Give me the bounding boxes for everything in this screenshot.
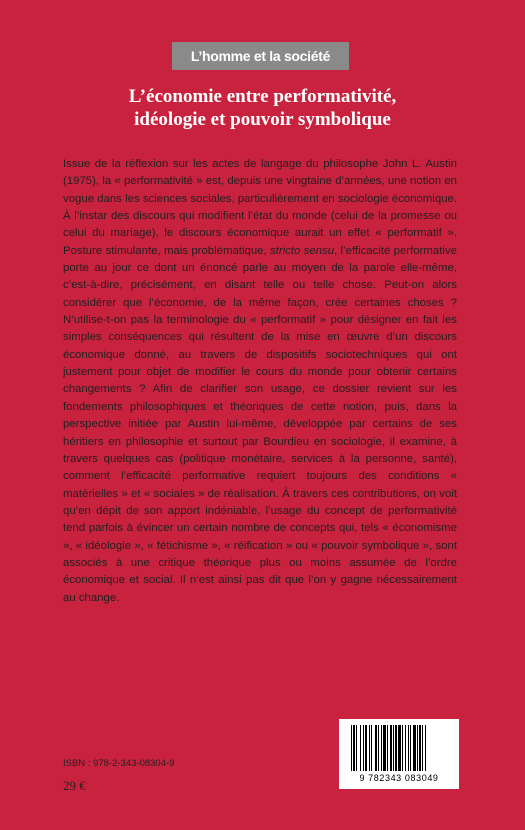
price: 29 € — [63, 778, 86, 793]
barcode-bar — [419, 725, 421, 771]
barcode-bar — [378, 725, 379, 771]
barcode-number: 9 782343 083049 — [359, 773, 439, 783]
barcode-bar — [408, 725, 409, 771]
summary-italic-phrase: stricto sensu — [269, 244, 335, 257]
barcode-bars — [349, 725, 449, 773]
title-line-2: idéologie et pouvoir symbolique — [134, 109, 391, 130]
isbn: ISBN : 978-2-343-08304-9 — [63, 758, 175, 769]
barcode-bar — [356, 725, 357, 771]
barcode-bar — [398, 725, 401, 771]
barcode-bar — [410, 725, 411, 771]
summary-text-part-1: Issue de la réflexion sur les actes de langage du philosophe John L. Austin (1975), la « performativité » est, depuis une vingtaine d’années, une notion en vogue dans les sciences sociales, particulièrement en sociologie économique. À l’instar des discours qui modifient l’état du monde (celui de la promesse ou celui du mariage), le discours économique aurait un effet « performatif ». Posture stimulante, mais problématique, — [63, 158, 457, 257]
barcode-bar — [395, 725, 397, 771]
series-label: L’homme et la société — [172, 42, 349, 70]
book-title — [0, 85, 525, 131]
barcode-bar — [360, 725, 361, 771]
barcode — [339, 719, 459, 789]
summary-text-part-2: , l’efficacité performative porte au jour ce dont un énoncé parle au moyen de la parole elle-même, c’est-à-dire, précisément, en disant telle ou telle chose. Peut-on alors considérer que l’économie, de la même façon, crée certaines choses ? N’utilise-t-on pas la terminologie du « performatif » pour désigner en fait les simples conséquences qui résultent de la mise en œuvre d’un discours économique donné, au travers de dispositifs sociotechniques qui ont justement pour objet de modifier le cours du monde pour obtenir certains changements ? Afin de clarifier son usage, ce dossier revient sur les fondements philosophiques et théoriques de cette notion, puis, dans la perspective initiée par Austin lui-même, développée par certains de ses héritiers en philosophie et surtout par Bourdieu en sociologie, il examine, à travers quelques cas (politique monétaire, services à la personne, santé), comment l’efficacité performative requiert toujours des conditions « matérielles » et « sociales » de réalisation. À travers ces contributions, on voit qu’en dépit de son apport indéniable, l’usage du concept de performativité tend parfois à évincer un certain nombre de concepts qui, tels « économisme », « idéologie », « fétichisme », « réification » ou « pouvoir symbolique », sont associés à une critique théorique plus ou moins assumée de l’ordre économique et social. Il n’est ainsi pas dit que l’on y gagne nécessairement au change. — [63, 244, 457, 604]
barcode-bar — [383, 725, 386, 771]
barcode-bar — [365, 725, 367, 771]
barcode-bar — [381, 725, 382, 771]
barcode-bar — [363, 725, 364, 771]
barcode-bar — [422, 725, 423, 771]
barcode-bar — [371, 725, 372, 771]
barcode-bar — [402, 725, 403, 771]
barcode-bar — [351, 725, 352, 771]
barcode-bar — [413, 725, 416, 771]
barcode-bar — [387, 725, 388, 771]
barcode-bar — [425, 725, 426, 771]
barcode-bar — [375, 725, 377, 771]
barcode-bar — [369, 725, 370, 771]
barcode-bar — [405, 725, 406, 771]
title-line-1: L’économie entre performativité, — [128, 86, 397, 107]
barcode-bar — [390, 725, 392, 771]
back-cover-summary — [63, 156, 457, 607]
barcode-bar — [417, 725, 418, 771]
barcode-bar — [393, 725, 394, 771]
barcode-bar — [353, 725, 355, 771]
